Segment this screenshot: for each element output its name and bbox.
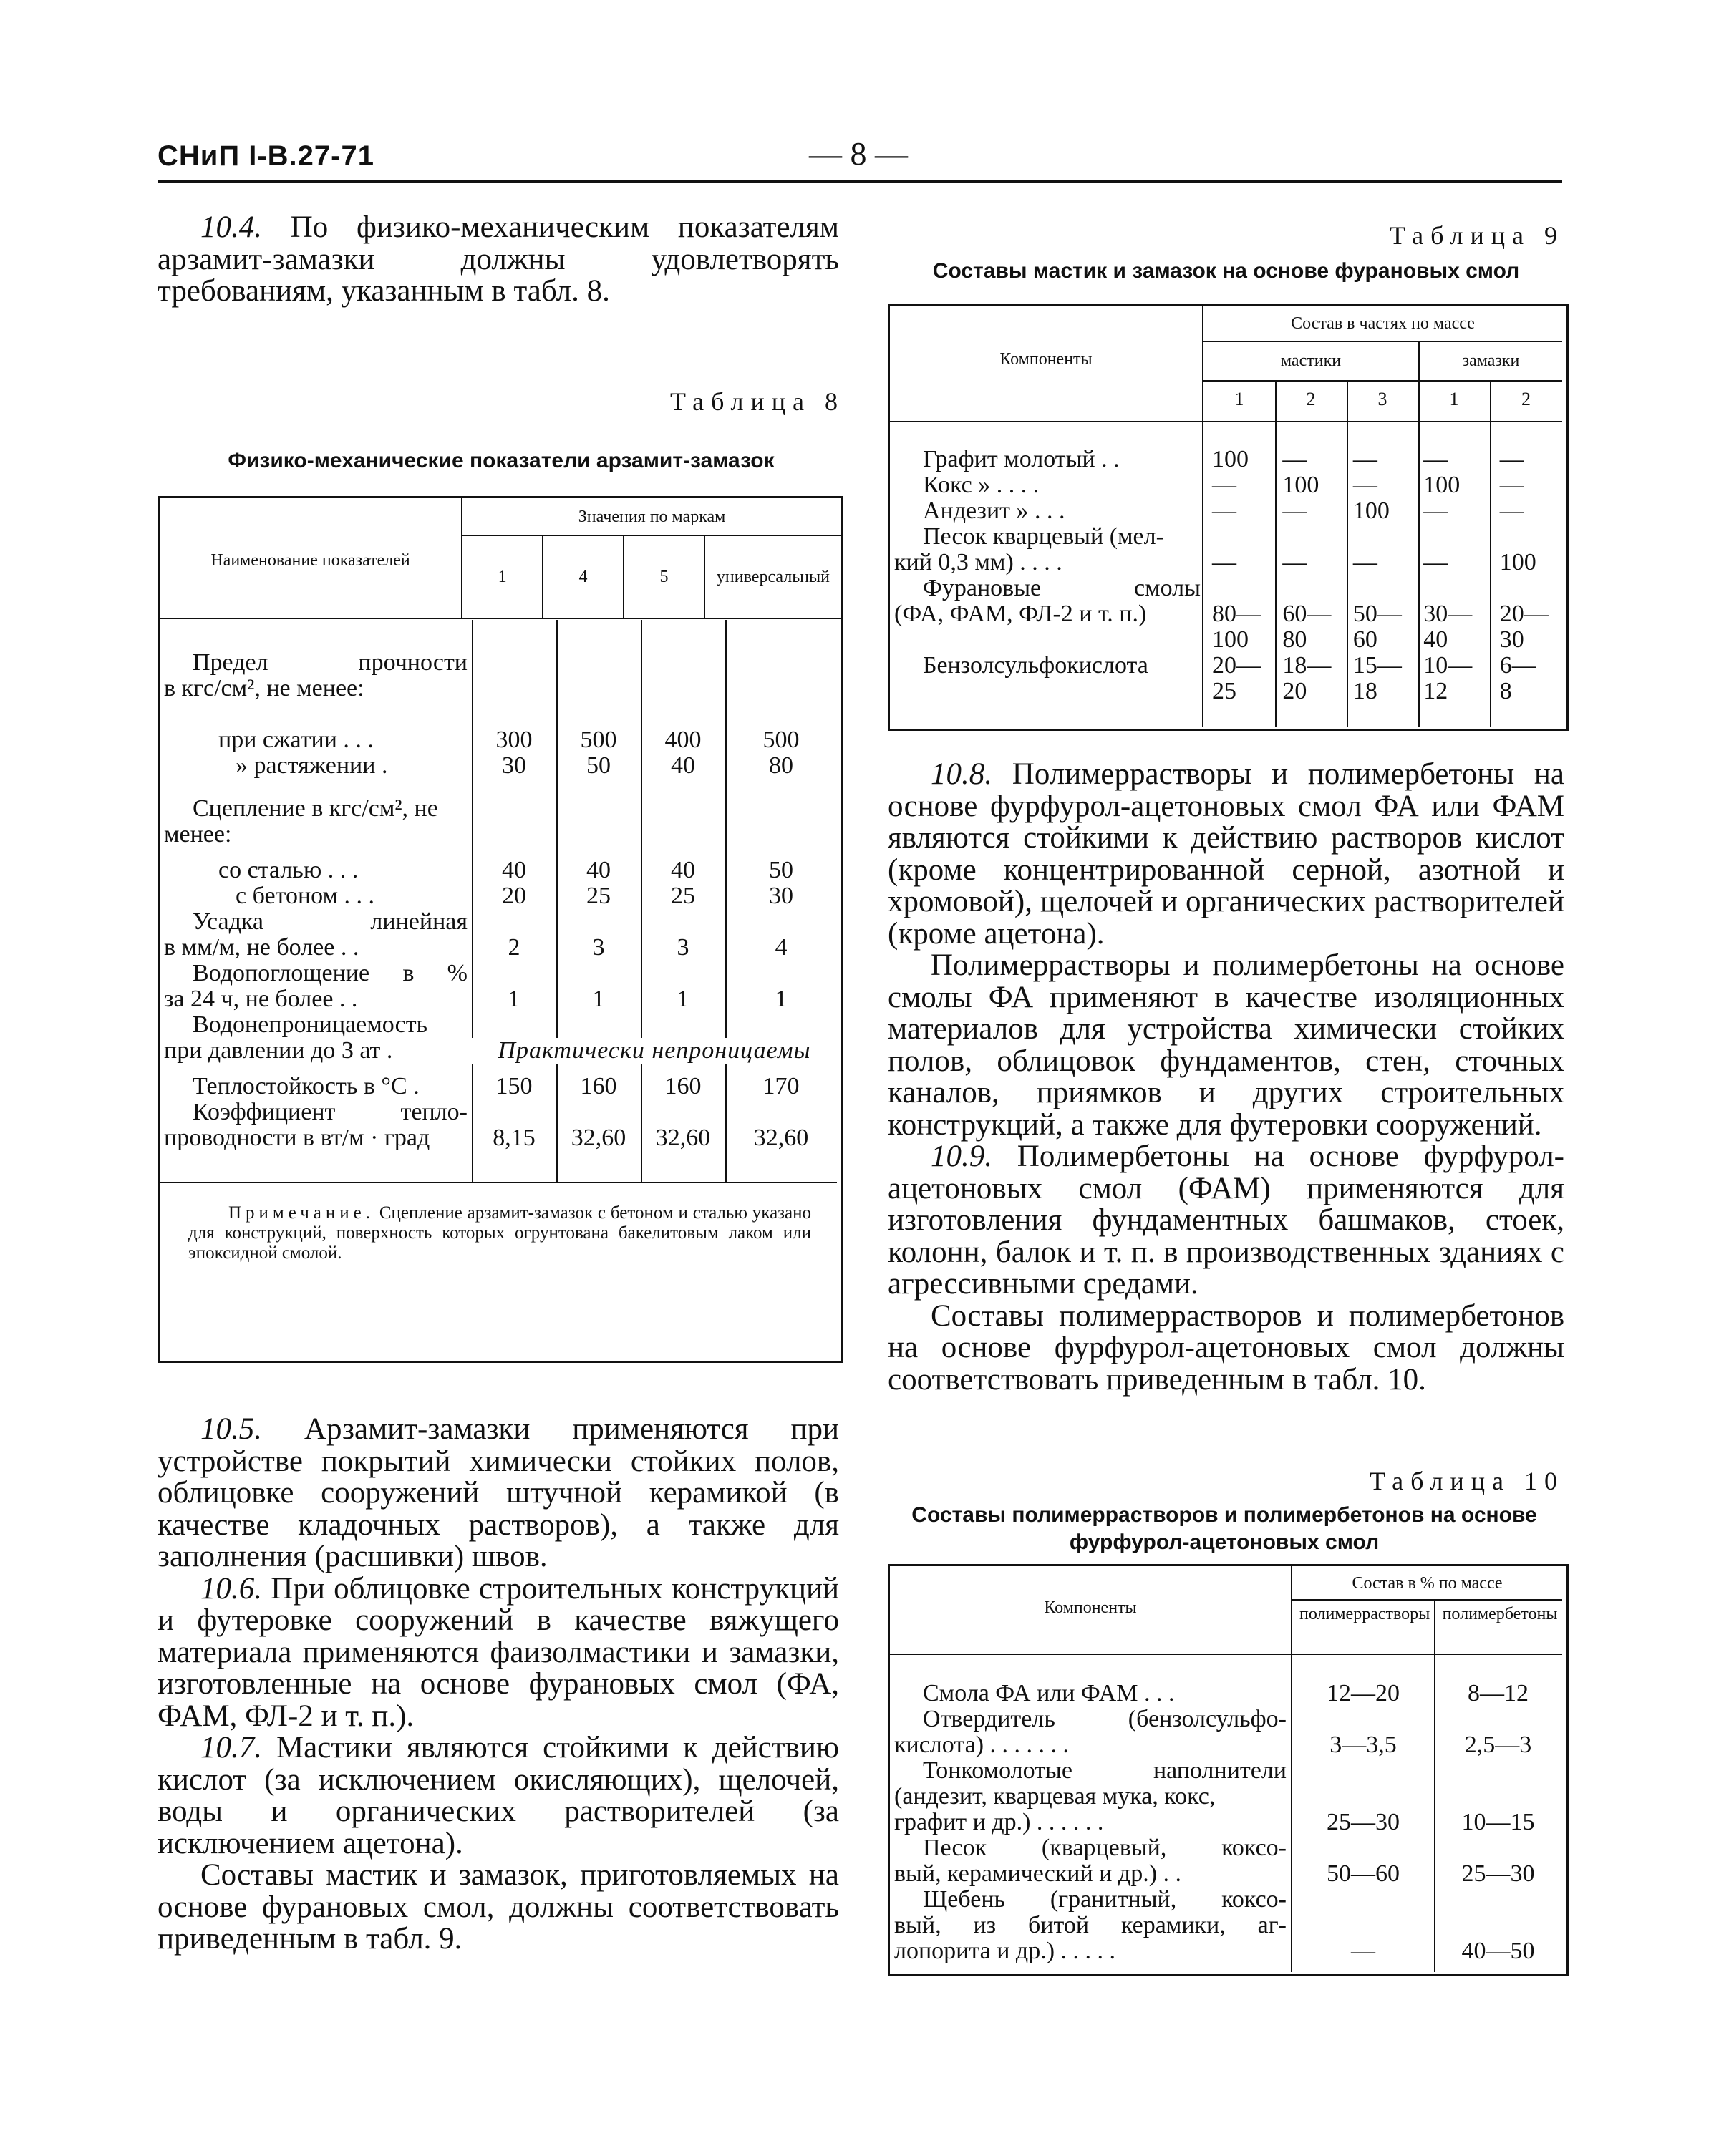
table-9-col [1415, 447, 1485, 704]
row-compress: при сжатии . . . [218, 727, 374, 753]
cell: 100 [1282, 472, 1319, 498]
page-number: — 8 — [809, 135, 908, 172]
table-8-values [472, 727, 837, 1151]
row-impermeability-a: Водонепроницаемость [193, 1011, 428, 1038]
table-8-head-name: Наименование показателей [210, 550, 410, 570]
cell: 1 [677, 986, 689, 1012]
clause-10-7b-text: Составы мастик и замазок, приготовляемых на основе фурановых смол, должны соответствовать приведенным в табл. 9. [158, 1858, 839, 1956]
row-adhesion-b: менее: [164, 821, 232, 848]
gravel-row [1292, 1938, 1562, 1964]
cell: 20 [1282, 678, 1307, 704]
cell: 30 [1499, 626, 1524, 653]
cell: 100 [1212, 446, 1249, 472]
cell: 60— [1282, 601, 1332, 627]
cell: — [1352, 549, 1377, 576]
row-sand-a: Песок (кварцевый, коксо- [923, 1835, 1287, 1861]
col-num: 2 [1306, 389, 1316, 409]
table-9-col [1345, 447, 1415, 704]
header-rule [1292, 1599, 1562, 1601]
row-tension: » растяжении . [236, 752, 388, 779]
table-10-head-concretes: полимербетоны [1442, 1605, 1558, 1623]
table-10-title [881, 1502, 1568, 1556]
table-9-names [894, 447, 1201, 679]
clause-10-9b-text: Составы полимеррастворов и полимербетонов на основе фурфурол-ацетоновых смол должны соответствовать приведенным в табл. 10. [888, 1298, 1564, 1397]
cell: — [1499, 446, 1524, 472]
clause-10-8b-text: Полимеррастворы и полимербетоны на основе смолы ФА применяют в качестве изоляционных материалов для устройства химически стойких полов, облицовок фундаментов, стен, сточных каналов, приямков и других строительных конструкций, а также для футеровки сооружений. [888, 948, 1564, 1142]
cell: 30 [502, 752, 526, 779]
table-9-head-mastics: мастики [1280, 351, 1342, 370]
cell: 50—60 [1327, 1860, 1400, 1887]
cell: 8—12 [1468, 1680, 1529, 1706]
row-shrink-a: Усадка линейная [193, 908, 468, 935]
clause-10-8-text: Полимеррастворы и полимербетоны на основе фурфурол-ацетоновых смол ФА или ФАМ являются стойкими к действию растворов кислот (кроме концентрированной серной, азотной и хромовой), щелочей и органических растворителей (кроме ацетона). [888, 757, 1564, 951]
impermeability-value: Практически непроницаемы [472, 1038, 837, 1064]
table-10 [888, 1564, 1569, 1976]
cell: — [1212, 472, 1236, 498]
row-fillers-a: Тонкомолотые наполнители [923, 1757, 1287, 1784]
row-fillers-c: графит и др.) . . . . . . [894, 1809, 1104, 1835]
cell: — [1352, 472, 1377, 498]
table-10-head-components: Компоненты [1044, 1598, 1137, 1617]
cell: 160 [580, 1073, 617, 1099]
table-10-title-b: фурфурол-ацетоновых смол [1069, 1530, 1380, 1554]
row-water-b: за 24 ч, не более . . [164, 986, 358, 1012]
cell: 10— [1423, 652, 1473, 679]
coef-row [472, 1125, 837, 1151]
heat-row [472, 1074, 837, 1099]
table-10-head-solutions: полимеррастворы [1299, 1605, 1430, 1623]
row-strength-a: Предел прочности [193, 649, 468, 676]
row-adhesion-a: Сцепление в кгс/см², не [193, 795, 438, 822]
row-coef-a: Коэффициент тепло- [193, 1099, 468, 1125]
clause-number: 10.7. [200, 1731, 262, 1764]
clause-number: 10.9. [931, 1140, 992, 1173]
left-lower-text [158, 1414, 839, 1956]
cell: 3 [677, 934, 689, 961]
row-coke: Кокс » . . . . [923, 472, 1040, 498]
cell: 80 [769, 752, 793, 779]
shrink-row [472, 935, 837, 961]
table-8-note [188, 1203, 811, 1263]
cell: 400 [664, 727, 702, 753]
table-8-names [164, 650, 468, 1151]
cell: 100 [1499, 549, 1536, 576]
table-9-values [1203, 447, 1562, 704]
cell: 40—50 [1461, 1938, 1535, 1964]
row-sand-a: Песок кварцевый (мел- [923, 523, 1164, 550]
cell: 1 [508, 986, 520, 1012]
cell: 18— [1282, 652, 1332, 679]
table-10-head-mass: Состав в % по массе [1352, 1574, 1503, 1593]
sand-row [1292, 1861, 1562, 1887]
table-10-values [1292, 1681, 1562, 1964]
cell: 30— [1423, 601, 1473, 627]
cell: 25—30 [1327, 1809, 1400, 1835]
water-row [472, 986, 837, 1012]
cell: 40 [1423, 626, 1448, 653]
cell: 32,60 [753, 1125, 809, 1151]
row-resins-a: Фурановые смолы [923, 575, 1201, 601]
row-heat: Теплостойкость в °С . [193, 1073, 420, 1099]
cell: — [1212, 549, 1236, 576]
cell: — [1282, 497, 1307, 524]
cell: 8 [1499, 678, 1512, 704]
row-gravel-b: вый, из битой керамики, аг- [894, 1912, 1287, 1938]
cell: 20— [1499, 601, 1549, 627]
row-gravel-c: лопорита и др.) . . . . . [894, 1938, 1116, 1964]
col-num: 1 [1234, 389, 1244, 409]
clause-10-6-text: При облицовке строительных конструкций и футеровке сооружений в качестве вяжущего материала применяются фаизолмастики и замазки, изготовленные на основе фурановых смол (ФА, ФАМ, ФЛ-2 и т. п.). [158, 1571, 839, 1733]
clause-10-9-text: Полимербетоны на основе фурфурол-ацетоновых смол (ФАМ) применяются для изготовления фундаментных башмаков, стоек, колонн, балок и т. п. в производственных зданиях с агрессивными средами. [888, 1140, 1564, 1301]
clause-number: 10.8. [931, 757, 992, 791]
clause-text: По физико-механическим показателям арзамит-замазки должны удовлетворять требованиям, указанным в табл. 8. [158, 210, 840, 308]
cell: — [1282, 549, 1307, 576]
cell: 10—15 [1461, 1809, 1535, 1835]
steel-row [472, 858, 837, 883]
table-8-title: Физико-механические показатели арзамит-замазок [228, 449, 775, 472]
header-rule [1203, 341, 1562, 342]
cell: 50 [586, 752, 611, 779]
cell: 2 [508, 934, 520, 961]
table-9-head-putties: замазки [1462, 351, 1520, 370]
row-acid: Бензолсульфокислота [923, 652, 1148, 679]
cell: 50 [769, 857, 793, 883]
row-water-a: Водопоглощение в % [193, 960, 468, 986]
row-sand-b: вый, керамический и др.) . . [894, 1860, 1182, 1887]
table-9-col [1486, 447, 1562, 704]
table-9-head-numbers [1203, 389, 1562, 410]
row-concrete: с бетоном . . . [236, 883, 375, 909]
cell: 3 [592, 934, 605, 961]
cell: 100 [1212, 626, 1249, 653]
cell: — [1423, 446, 1448, 472]
row-strength-b: в кгс/см², не менее: [164, 675, 364, 701]
clause-10-4 [158, 212, 839, 308]
table-8-col-5: 5 [624, 535, 704, 618]
row-gravel-a: Щебень (гранитный, коксо- [923, 1886, 1287, 1913]
table-8 [158, 496, 843, 1363]
cell: 6— [1499, 652, 1536, 679]
cell: 12—20 [1327, 1680, 1400, 1706]
table-10-title-a: Составы полимеррастворов и полимербетонов на основе [911, 1503, 1537, 1527]
cell: 40 [502, 857, 526, 883]
header-rule [1203, 380, 1562, 382]
table-8-col-4: 4 [543, 535, 624, 618]
table-9-head-mass: Состав в частях по массе [1291, 314, 1475, 333]
cell: — [1423, 497, 1448, 524]
table-10-names [894, 1681, 1287, 1964]
cell: 2,5—3 [1464, 1732, 1532, 1758]
row-coef-b: проводности в вт/м · град [164, 1125, 430, 1151]
cell: 20— [1212, 652, 1261, 679]
row-sand-b: кий 0,3 мм) . . . . [894, 549, 1062, 576]
cell: 60 [1352, 626, 1377, 653]
cell: 8,15 [493, 1125, 536, 1151]
table-8-head-values: Значения по маркам [462, 498, 841, 535]
cell: — [1499, 497, 1524, 524]
cell: 3—3,5 [1329, 1732, 1397, 1758]
note-label: Примечание. [228, 1203, 375, 1223]
cell: 1 [775, 986, 788, 1012]
clause-number: 10.5. [200, 1412, 262, 1446]
cell: 80 [1282, 626, 1307, 653]
note-text: Сцепление арзамит-замазок с бетоном и сталью указано для конструкций, поверхность которых огрунтована бакелитовым лаком или эпоксидной смолой. [188, 1203, 812, 1263]
table-9-title: Составы мастик и замазок на основе фурановых смол [932, 259, 1520, 283]
row-graphite: Графит молотый . . [923, 446, 1120, 472]
cell: 25 [671, 883, 695, 909]
cell: 100 [1352, 497, 1390, 524]
cell: 30 [769, 883, 793, 909]
cell: 160 [664, 1073, 702, 1099]
hardener-row [1292, 1732, 1562, 1758]
clause-10-5-text: Арзамит-замазки применяются при устройстве покрытий химически стойких полов, облицовке сооружений штучной керамикой (в качестве кладочных растворов), а также для заполнения (расшивки) швов. [158, 1412, 839, 1573]
cell: 150 [495, 1073, 533, 1099]
cell: 25 [1212, 678, 1236, 704]
table-9-col [1274, 447, 1344, 704]
row-shrink-b: в мм/м, не более . . [164, 934, 359, 961]
cell: 500 [762, 727, 800, 753]
cell: 40 [671, 752, 695, 779]
table-9-label: Таблица 9 [1390, 221, 1564, 250]
cell: 40 [671, 857, 695, 883]
resin-row [1292, 1681, 1562, 1706]
cell: 32,60 [571, 1125, 626, 1151]
cell: — [1352, 446, 1377, 472]
row-impermeability-b: при давлении до 3 ат . [164, 1037, 393, 1064]
col-num: 1 [1449, 389, 1459, 409]
cell: 25—30 [1461, 1860, 1535, 1887]
cell: 15— [1352, 652, 1402, 679]
cell: — [1423, 549, 1448, 576]
cell: 80— [1212, 601, 1261, 627]
header-rule [890, 421, 1562, 422]
table-10-label: Таблица 10 [1370, 1467, 1564, 1495]
clause-number: 10.6. [200, 1571, 262, 1606]
table-8-col-universal: универсальный [704, 535, 841, 618]
row-hardener-b: кислота) . . . . . . . [894, 1732, 1070, 1758]
row-resin: Смола ФА или ФАМ . . . [923, 1680, 1175, 1706]
fillers-row [1292, 1810, 1562, 1835]
table-9 [888, 304, 1569, 731]
clause-10-7-text: Мастики являются стойкими к действию кислот (за исключением окисляющих), щелочей, воды и органических растворителей (за исключением ацетона). [158, 1731, 840, 1860]
concrete-row [472, 883, 837, 909]
row-steel: со сталью . . . [218, 857, 359, 883]
cell: — [1212, 497, 1236, 524]
col-num: 3 [1377, 389, 1387, 409]
clause-number: 10.4. [200, 210, 262, 244]
cell: 1 [592, 986, 605, 1012]
cell: 4 [775, 934, 788, 961]
cell: 12 [1423, 678, 1448, 704]
table-8-label: Таблица 8 [670, 387, 845, 416]
cell: 170 [762, 1073, 800, 1099]
row-hardener-a: Отвердитель (бензолсульфо- [923, 1706, 1287, 1732]
cell: 25 [586, 883, 611, 909]
table-9-col [1203, 447, 1274, 704]
table-9-head-components: Компоненты [999, 350, 1093, 369]
cell: 500 [580, 727, 617, 753]
tension-row [472, 753, 837, 779]
right-middle-text [888, 759, 1564, 1396]
header-rule [890, 1654, 1562, 1655]
table-8-body-rule [160, 1182, 837, 1183]
cell: 20 [502, 883, 526, 909]
cell: 100 [1423, 472, 1461, 498]
cell: 18 [1352, 678, 1377, 704]
row-fillers-b: (андезит, кварцевая мука, кокс, [894, 1783, 1216, 1810]
document-code: СНиП I-В.27-71 [158, 140, 374, 172]
cell: — [1282, 446, 1307, 472]
compress-row [472, 727, 837, 753]
cell: — [1351, 1938, 1375, 1964]
table-8-col-1: 1 [462, 535, 543, 618]
header-rule [158, 180, 1562, 183]
cell: 40 [586, 857, 611, 883]
cell: 32,60 [655, 1125, 711, 1151]
cell: — [1499, 472, 1524, 498]
cell: 50— [1352, 601, 1402, 627]
cell: 300 [495, 727, 533, 753]
row-andesite: Андезит » . . . [923, 497, 1065, 524]
row-resins-b: (ФА, ФАМ, ФЛ-2 и т. п.) [894, 601, 1147, 627]
col-num: 2 [1521, 389, 1531, 409]
